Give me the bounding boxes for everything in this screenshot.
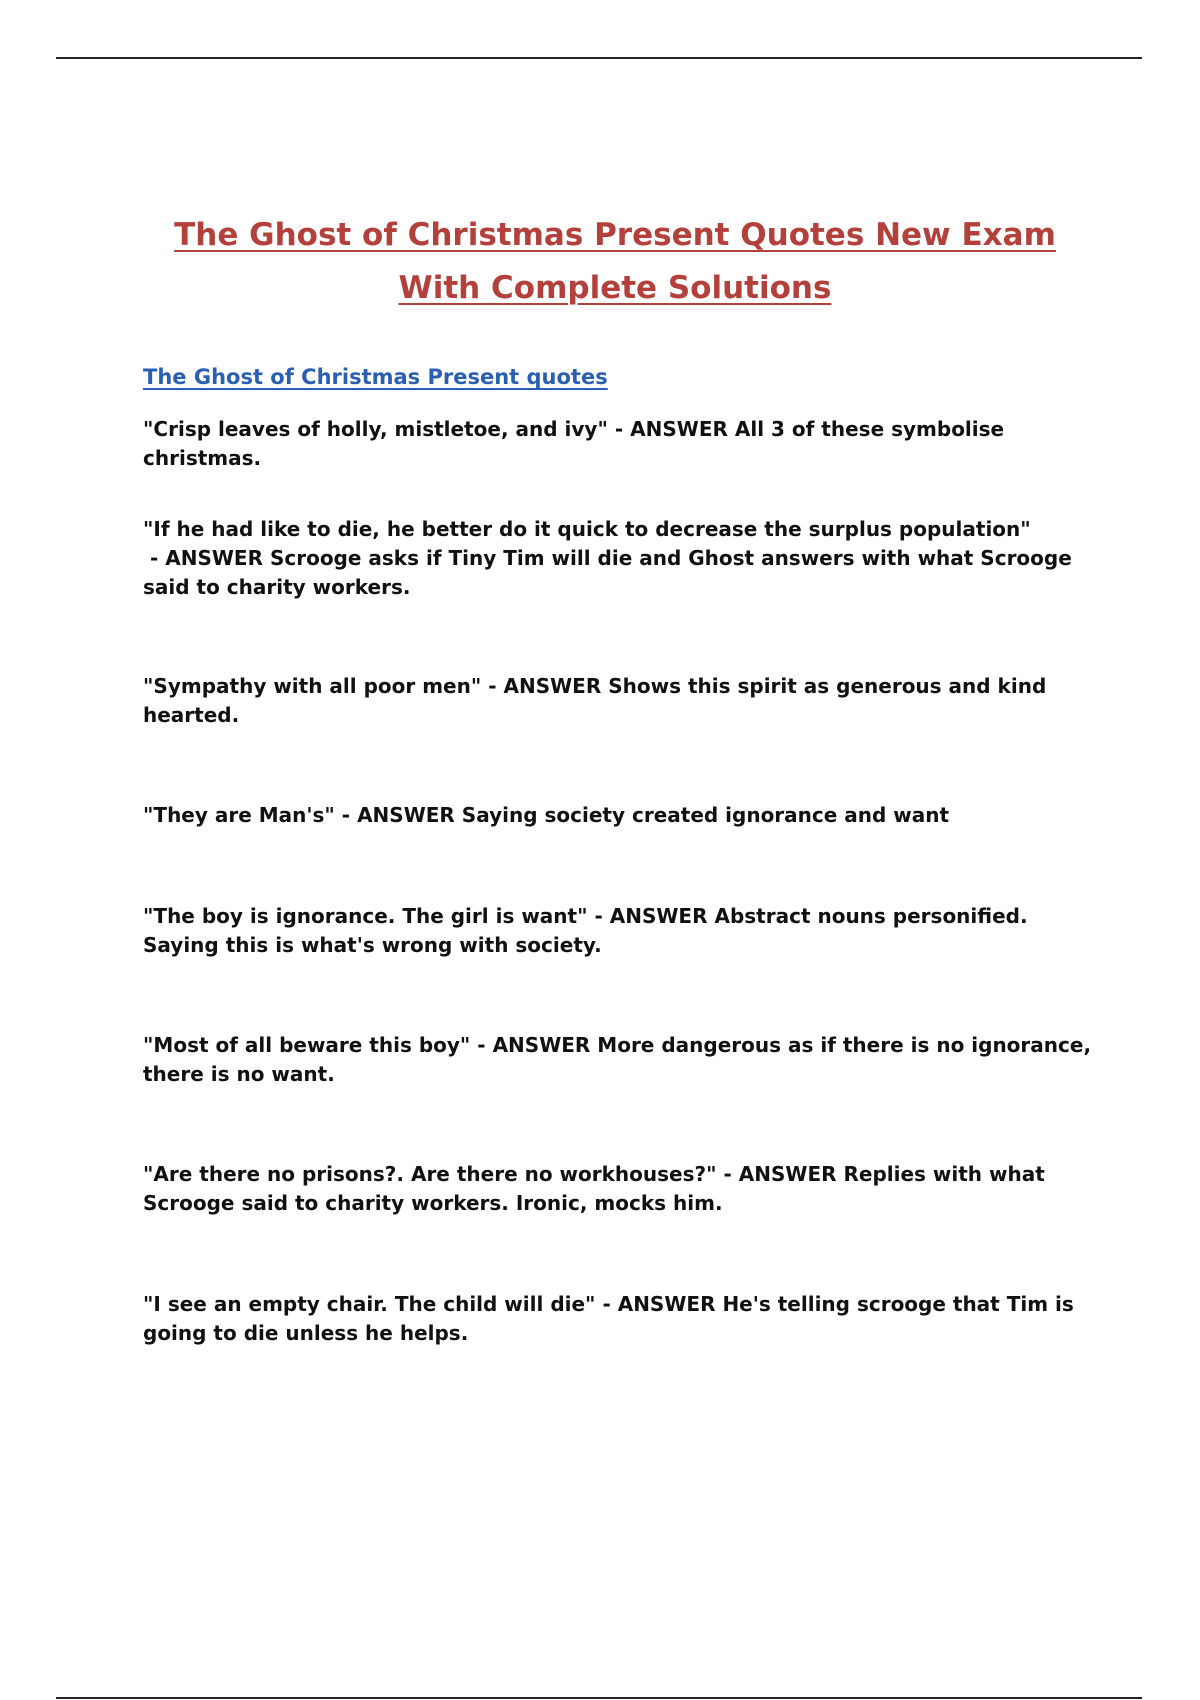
- section-heading: The Ghost of Christmas Present quotes: [143, 365, 608, 389]
- answer-marker: ANSWER: [357, 803, 455, 827]
- qa-item: "I see an empty chair. The child will die" - ANSWER He's telling scrooge that Tim is going to die unless he helps.: [143, 1292, 1074, 1345]
- bottom-rule: [56, 1697, 1142, 1699]
- answer-text: Abstract nouns personified. Saying this is what's wrong with society.: [143, 904, 1028, 957]
- answer-text: Scrooge asks if Tiny Tim will die and Ghost answers with what Scrooge said to charity workers.: [143, 546, 1072, 599]
- quote-text: "Are there no prisons?. Are there no workhouses?": [143, 1162, 717, 1186]
- answer-text: Shows this spirit as generous and kind hearted.: [143, 674, 1047, 727]
- quote-text: "If he had like to die, he better do it quick to decrease the surplus population": [143, 517, 1031, 541]
- document-title: [60, 209, 1170, 315]
- answer-text: Saying society created ignorance and want: [461, 803, 950, 827]
- quote-text: "Crisp leaves of holly, mistletoe, and ivy": [143, 417, 608, 441]
- answer-text: He's telling scrooge that Tim is going to die unless he helps.: [143, 1292, 1074, 1345]
- qa-item: "If he had like to die, he better do it quick to decrease the surplus population" - ANSWER Scrooge asks if Tiny Tim will die and Ghost answers with what Scrooge said to charity workers.: [143, 517, 1072, 599]
- answer-text: More dangerous as if there is no ignorance, there is no want.: [143, 1033, 1092, 1086]
- title-line-1: The Ghost of Christmas Present Quotes New Exam: [174, 216, 1056, 253]
- answer-marker: ANSWER: [630, 417, 728, 441]
- title-line-2: With Complete Solutions: [398, 269, 832, 306]
- answer-marker: ANSWER: [738, 1162, 837, 1186]
- qa-item: "Are there no prisons?. Are there no workhouses?" - ANSWER Replies with what Scrooge said to charity workers. Ironic, mocks him.: [143, 1162, 1045, 1215]
- top-rule: [56, 57, 1142, 59]
- quote-text: "Sympathy with all poor men": [143, 674, 482, 698]
- answer-text: All 3 of these symbolise christmas.: [143, 417, 1005, 470]
- qa-item: "The boy is ignorance. The girl is want" - ANSWER Abstract nouns personified. Saying this is what's wrong with society.: [143, 904, 1028, 957]
- answer-marker: ANSWER: [609, 904, 708, 928]
- qa-item: "Sympathy with all poor men" - ANSWER Shows this spirit as generous and kind hearted.: [143, 674, 1047, 727]
- answer-text: Replies with what Scrooge said to charity workers. Ironic, mocks him.: [143, 1162, 1045, 1215]
- quote-text: "I see an empty chair. The child will die": [143, 1292, 596, 1316]
- answer-marker: ANSWER: [617, 1292, 716, 1316]
- answer-marker: ANSWER: [165, 546, 263, 570]
- answer-marker: ANSWER: [492, 1033, 591, 1057]
- qa-item: "Crisp leaves of holly, mistletoe, and ivy" - ANSWER All 3 of these symbolise christmas.: [143, 417, 1005, 470]
- answer-marker: ANSWER: [503, 674, 602, 698]
- quote-text: "They are Man's": [143, 803, 335, 827]
- quote-text: "The boy is ignorance. The girl is want": [143, 904, 588, 928]
- qa-item: "Most of all beware this boy" - ANSWER More dangerous as if there is no ignorance, there is no want.: [143, 1033, 1092, 1086]
- quote-text: "Most of all beware this boy": [143, 1033, 471, 1057]
- qa-item: "They are Man's" - ANSWER Saying society created ignorance and want: [143, 803, 950, 827]
